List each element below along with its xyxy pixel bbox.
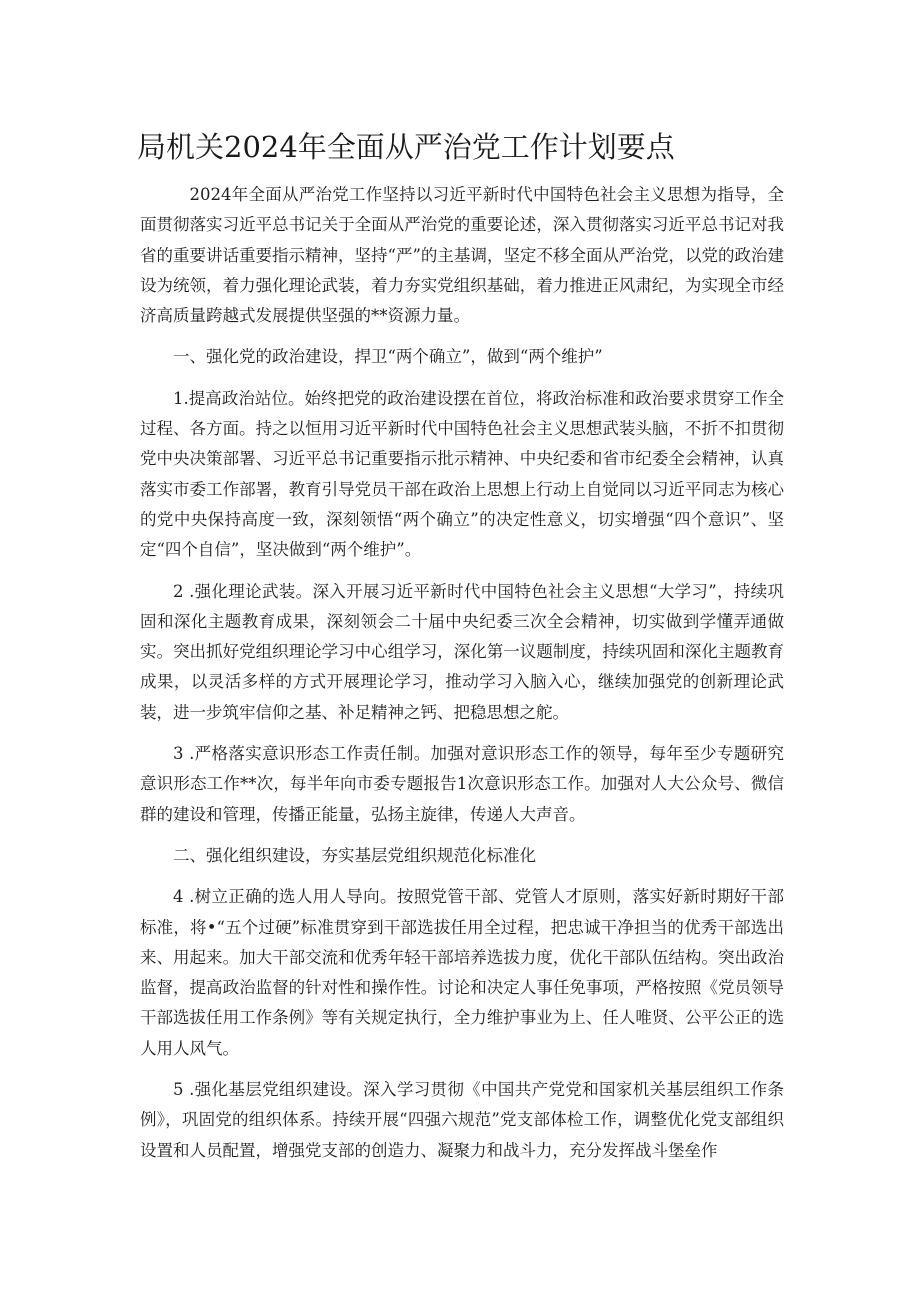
- body-paragraph-2: 2 .强化理论武装。深入开展习近平新时代中国特色社会主义思想“大学习”，持续巩固和深化主题教育成果，深刻领会二十届中央纪委三次全会精神，切实做到学懂弄通做实。突出抓好党组织理论学习中心组学习，深化第一议题制度，持续巩固和深化主题教育成果，以灵活多样的方式开展理论学习，推动学习入脑入心，继续加强党的创新理论武装，进一步筑牢信仰之基、补足精神之钙、把稳思想之舵。: [140, 581, 784, 722]
- body-paragraph-1: 1.提高政治站位。始终把党的政治建设摆在首位，将政治标准和政治要求贯穿工作全过程、各方面。持之以恒用习近平新时代中国特色社会主义思想武装头脑，不折不扣贯彻党中央决策部署、习近平总书记重要指示批示精神、中央纪委和省市纪委全会精神，认真落实市委工作部署，教育引导党员干部在政治上思想上行动上自觉同以习近平同志为核心的党中央保持高度一致，深刻领悟“两个确立”的决定性意义，切实增强“四个意识”、坚定“四个自信”，坚决做到“两个维护”。: [140, 388, 784, 560]
- body-paragraph-5: 5 .强化基层党组织建设。深入学习贯彻《中国共产党党和国家机关基层组织工作条例》，巩固党的组织体系。持续开展“四强六规范”党支部体检工作，调整优化党支部组织设置和人员配置，增强党支部的创造力、凝聚力和战斗力，充分发挥战斗堡垒作: [140, 1080, 784, 1160]
- document-title: 局机关2024年全面从严治党工作计划要点: [137, 130, 675, 164]
- body-paragraph-3: 3 .严格落实意识形态工作责任制。加强对意识形态工作的领导，每年至少专题研究意识形态工作**次，每半年向市委专题报告1次意识形态工作。加强对人大公众号、微信群的建设和管理，传播正能量，弘扬主旋律，传递人大声音。: [140, 744, 784, 824]
- intro-paragraph: 2024年全面从严治党工作坚持以习近平新时代中国特色社会主义思想为指导，全面贯彻落实习近平总书记关于全面从严治党的重要论述，深入贯彻落实习近平总书记对我省的重要讲话重要指示精神，坚持“严”的主基调，坚定不移全面从严治党，以党的政治建设为统领，着力强化理论武装，着力夯实党组织基础，着力推进正风肃纪，为实现全市经济高质量跨越式发展提供坚强的**资源力量。: [140, 185, 784, 326]
- section-heading-2: 二、强化组织建设，夯实基层党组织规范化标准化: [173, 845, 536, 865]
- document-body: [140, 180, 784, 1177]
- section-heading-1: 一、强化党的政治建设，捍卫“两个确立”，做到“两个维护”: [173, 347, 603, 367]
- body-paragraph-4: 4 .树立正确的选人用人导向。按照党管干部、党管人才原则，落实好新时期好干部标准，将•“五个过硬”标准贯穿到干部选拔任用全过程，把忠诚干净担当的优秀干部选出来、用起来。加大干部交流和优秀年轻干部培养选拔力度，优化干部队伍结构。突出政治监督，提高政治监督的针对性和操作性。讨论和决定人事任免事项，严格按照《党员领导干部选拔任用工作条例》等有关规定执行，全力维护事业为上、任人唯贤、公平公正的选人用人风气。: [140, 887, 784, 1058]
